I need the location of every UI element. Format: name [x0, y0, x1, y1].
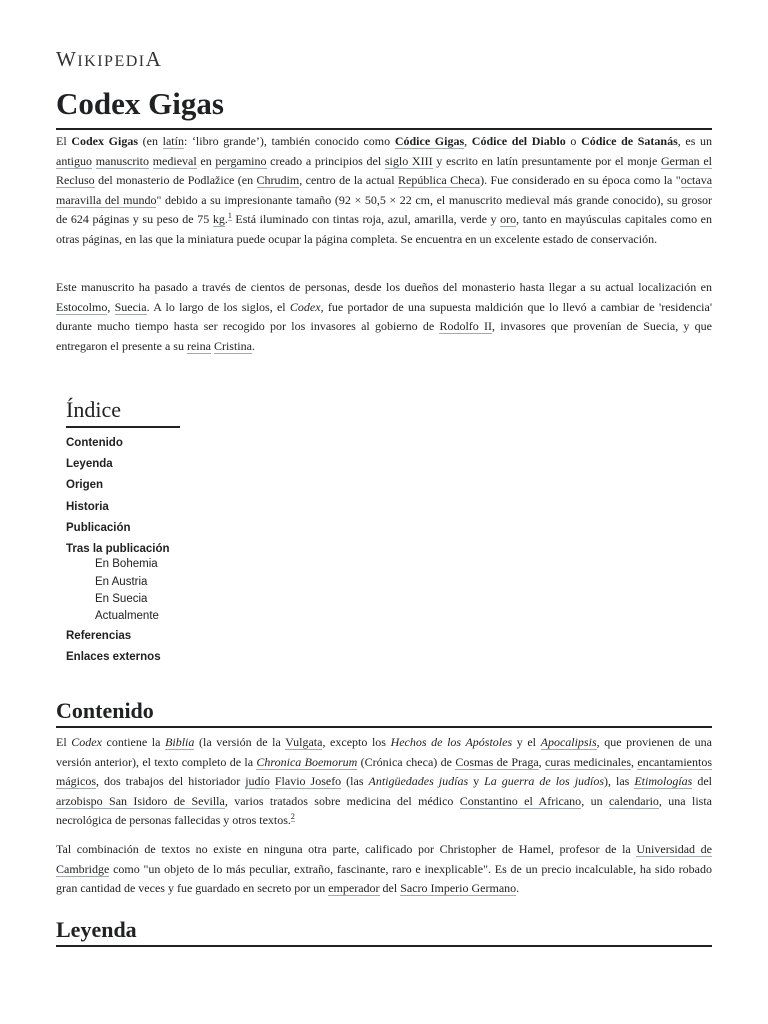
wordmark-end: A	[145, 47, 163, 71]
article-link[interactable]: oro	[500, 212, 517, 226]
article-link[interactable]: Rodolfo II	[439, 319, 493, 333]
article-link[interactable]: Suecia	[114, 299, 147, 314]
article-link[interactable]: Universidad de Cambridge	[56, 842, 713, 876]
intro-paragraph-2: Este manuscrito ha pasado a través de cientos de personas, desde los dueños del monasterio hasta llegar a su actual localización en Estocolmo, Suecia. A lo largo de los siglos, el Codex, fue portador de una supuesta maldición que lo llevó a cambiar de 'residencia' durante mucho tiempo hasta ser recogido por los invasores al gobierno de Rodolfo II, invasores que provenían de Suecia, y que entregaron el presente a su reina Cristina.	[56, 280, 713, 353]
section-heading-leyenda: Leyenda	[56, 915, 712, 947]
article-link[interactable]: medieval	[152, 153, 197, 168]
toc-item-tras-la-publicacion[interactable]: Tras la publicación	[66, 542, 170, 555]
article-link[interactable]: Vulgata	[285, 735, 323, 749]
contenido-paragraph-2: Tal combinación de textos no existe en ninguna otra parte, calificado por Christopher de Hamel, profesor de la Universidad de Cambridge como "un objeto de lo más peculiar, extraño, fascinante, raro e inexplicable". Es de un precio incalculable, ha sido robado gran cantidad de veces y fue guardado en secreto por un emperador del Sacro Imperio Germano.	[56, 842, 713, 895]
toc-sublist	[66, 556, 266, 626]
bold-term: Codex Gigas	[71, 134, 138, 148]
italic-term: Antigüedades judías	[368, 774, 469, 788]
article-link[interactable]: Etimologías	[634, 774, 693, 788]
article-link[interactable]: pergamino	[215, 153, 267, 168]
toc-item-leyenda[interactable]: Leyenda	[66, 458, 113, 471]
toc-subitem-actualmente[interactable]: Actualmente	[95, 610, 159, 623]
article-link[interactable]: manuscrito	[95, 153, 150, 168]
table-of-contents	[66, 394, 266, 669]
italic-term: Hechos de los Apóstoles	[390, 735, 513, 749]
section-heading-contenido: Contenido	[56, 696, 712, 728]
wikipedia-wordmark[interactable]	[56, 47, 162, 72]
bold-term: Códice del Diablo	[471, 134, 566, 148]
toc-subitem-en-austria[interactable]: En Austria	[95, 575, 148, 588]
article-link[interactable]: encantamientos mágicos	[56, 754, 713, 788]
article-link[interactable]: Flavio Josefo	[274, 774, 342, 788]
toc-item-historia[interactable]: Historia	[66, 500, 109, 513]
article-link[interactable]: Biblia	[165, 735, 195, 749]
article-link[interactable]: República Checa	[398, 173, 481, 187]
article-link[interactable]: Chrudim	[256, 173, 300, 187]
toc-title: Índice	[66, 394, 180, 428]
reference-link[interactable]: 2	[290, 812, 295, 821]
article-link[interactable]: curas medicinales	[545, 754, 632, 769]
article-link[interactable]: judío	[245, 774, 270, 788]
bold-term: Códice de Satanás	[581, 134, 678, 148]
toc-item-contenido[interactable]: Contenido	[66, 437, 123, 449]
article-link[interactable]: emperador	[328, 881, 380, 895]
page-title: Codex Gigas	[56, 80, 712, 130]
article-link[interactable]: octava maravilla del mundo	[56, 173, 713, 207]
article-link[interactable]: Chronica Boemorum	[256, 754, 358, 769]
italic-term: Codex	[289, 299, 321, 314]
article-link[interactable]: Estocolmo	[56, 299, 108, 314]
article-link[interactable]: latín	[162, 134, 184, 148]
article-link[interactable]: Sacro Imperio Germano	[400, 881, 517, 895]
intro-paragraph-1: El Codex Gigas (en latín: ‘libro grande’), también conocido como Códice Gigas, Códice del Diablo o Códice de Satanás, es un antiguo manuscrito medieval en pergamino creado a principios del siglo XIII y escrito en latín presuntamente por el monje German el Recluso del monasterio de Podlažice (en Chrudim, centro de la actual República Checa). Fue considerado en su época como la "octava maravilla del mundo" debido a su impresionante tamaño (92 × 50,5 × 22 cm, el manuscrito medieval más grande conocido), su grosor de 624 páginas y su peso de 75 kg.$^1$ Está iluminado con tintas roja, azul, amarilla, verde y oro, tanto en mayúsculas capitales como en otras páginas, en las que la miniatura puede ocupar la página completa. Se encuentra en un excelente estado de conservación.	[56, 134, 713, 246]
wordmark-cap: W	[56, 47, 78, 71]
contenido-paragraph-1: El Codex contiene la Biblia (la versión de la Vulgata, excepto los Hechos de los Apóstoles y el Apocalipsis, que provienen de una versión anterior), el texto completo de la Chronica Boemorum (Crónica checa) de Cosmas de Praga, curas medicinales, encantamientos mágicos, dos trabajos del historiador judío Flavio Josefo (las Antigüedades judías y La guerra de los judíos), las Etimologías del arzobispo San Isidoro de Sevilla, varios tratados sobre medicina del médico Constantino el Africano, un calendario, una lista necrológica de personas fallecidas y otros textos.$^2$	[56, 735, 713, 827]
toc-item-enlaces-externos[interactable]: Enlaces externos	[66, 651, 161, 664]
article-link[interactable]: siglo XIII	[384, 153, 433, 168]
article-link[interactable]: reina	[186, 338, 211, 353]
toc-item-publicacion[interactable]: Publicación	[66, 521, 131, 534]
reference-link[interactable]: 1	[227, 211, 232, 220]
article-link[interactable]: Cristina	[213, 338, 252, 353]
toc-subitem-en-bohemia[interactable]: En Bohemia	[95, 558, 158, 571]
article-link[interactable]: Apocalipsis	[540, 735, 597, 749]
article-link[interactable]: arzobispo	[56, 793, 103, 808]
article-link[interactable]: kg	[212, 212, 225, 226]
article-link[interactable]: Cosmas de Praga	[455, 754, 539, 769]
toc-subitem-en-suecia[interactable]: En Suecia	[95, 592, 148, 605]
wordmark-small: IKIPEDI	[77, 53, 146, 70]
article-link[interactable]: calendario	[608, 793, 659, 808]
article-link[interactable]: antiguo	[56, 153, 92, 168]
article-link[interactable]: Constantino el Africano	[459, 793, 582, 808]
article-link[interactable]: Códice Gigas	[394, 134, 465, 148]
toc-item-referencias[interactable]: Referencias	[66, 630, 132, 643]
article-link[interactable]: San Isidoro de Sevilla	[102, 793, 225, 808]
italic-term: Codex	[71, 735, 102, 749]
italic-term: La guerra de los judíos	[484, 774, 605, 788]
toc-item-origen[interactable]: Origen	[66, 479, 104, 492]
article-link[interactable]: German el Recluso	[56, 153, 713, 187]
